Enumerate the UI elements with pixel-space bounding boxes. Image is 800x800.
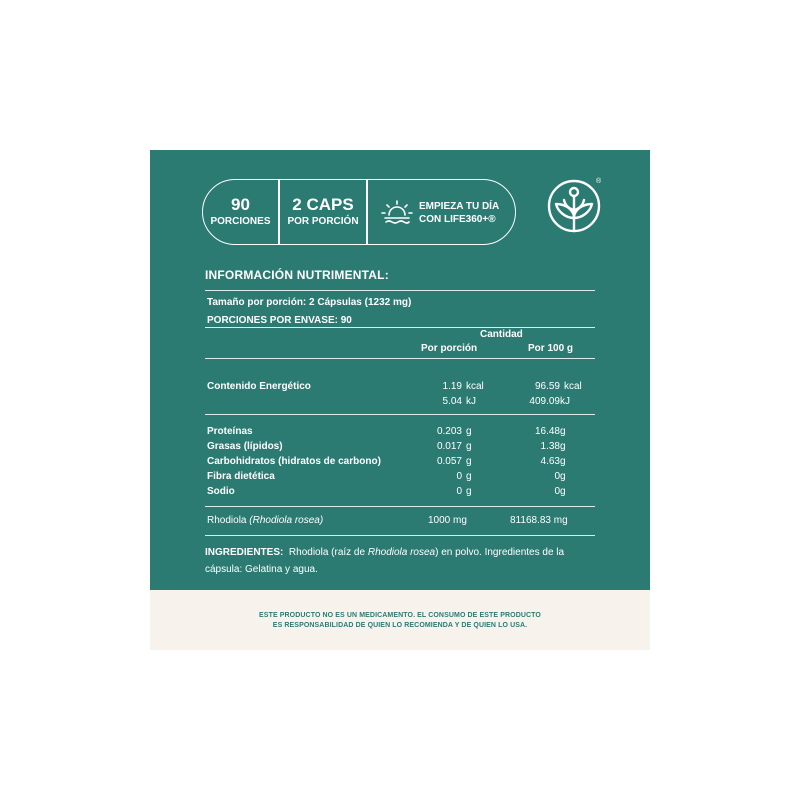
slogan-line: CON LIFE360+® — [419, 214, 496, 225]
ingredients-label: INGREDIENTES: — [205, 547, 284, 558]
ingredients — [205, 544, 595, 578]
nutrient-serving: 0.057 — [436, 456, 462, 467]
rhodiola-name: Rhodiola — [207, 515, 247, 526]
nutrient-serving: 0.017 — [436, 441, 462, 452]
unit: g — [466, 486, 472, 497]
unit: g — [560, 471, 566, 482]
caps-label: POR PORCIÓN — [287, 216, 359, 227]
nutrient-serving: 0 — [456, 471, 462, 482]
unit: g — [466, 456, 472, 467]
disclaimer-line: ESTE PRODUCTO NO ES UN MEDICAMENTO. EL CONSUMO DE ESTE PRODUCTO — [259, 612, 541, 619]
divider — [205, 535, 595, 536]
rhodiola-per100: 81168.83 mg — [510, 515, 568, 526]
energy-label: Contenido Energético — [207, 381, 311, 392]
caps-number: 2 CAPS — [292, 195, 354, 214]
serving-size: Tamaño por porción: 2 Cápsulas (1232 mg) — [207, 297, 412, 308]
unit: g — [466, 426, 472, 437]
header-per-serving: Por porción — [421, 343, 478, 354]
unit: kcal — [466, 381, 484, 392]
divider — [205, 414, 595, 415]
unit: g — [560, 441, 566, 452]
sunrise-icon — [381, 199, 413, 227]
energy-kcal-100: 96.59 — [534, 381, 560, 392]
nutrient-label: Fibra dietética — [207, 471, 275, 482]
rhodiola-latin: (Rhodiola rosea) — [249, 515, 324, 526]
nutrient-label: Grasas (lípidos) — [207, 441, 283, 452]
divider — [205, 506, 595, 507]
portions-badge — [203, 180, 278, 244]
rhodiola-serving: 1000 mg — [428, 515, 467, 526]
nutrient-label: Proteínas — [207, 426, 253, 437]
badge-divider — [366, 180, 368, 244]
slogan-badge — [381, 180, 513, 244]
info-badges — [202, 179, 516, 245]
energy-kj-100: 409.09 — [529, 396, 560, 407]
nutrient-per100: 1.38 — [540, 441, 560, 452]
ingredients-text: Rhodiola (raíz de — [288, 547, 366, 558]
unit: g — [560, 486, 566, 497]
unit: g — [560, 426, 566, 437]
header-cantidad: Cantidad — [480, 329, 523, 340]
slogan-text — [419, 200, 499, 226]
divider — [205, 290, 595, 291]
unit: g — [466, 441, 472, 452]
disclaimer-footer — [150, 590, 650, 650]
divider — [205, 327, 595, 328]
ingredients-text: ) en polvo. Ingredientes de la cápsula: Gelatina y agua. — [205, 547, 565, 575]
nutrient-label: Sodio — [207, 486, 235, 497]
energy-kj-serving: 5.04 — [442, 396, 462, 407]
portions-number: 90 — [231, 195, 250, 214]
energy-kcal-serving: 1.19 — [442, 381, 462, 392]
divider — [205, 358, 595, 359]
nutrient-per100: 0 — [554, 486, 560, 497]
unit: g — [466, 471, 472, 482]
registered-mark: ® — [596, 178, 602, 185]
unit: kJ — [560, 396, 570, 407]
ingredients-italic: Rhodiola rosea — [367, 547, 436, 558]
rhodiola-label — [207, 515, 323, 527]
plant-circle-icon — [546, 178, 602, 234]
portions-label: PORCIONES — [210, 216, 271, 227]
caps-badge — [280, 180, 366, 244]
nutrient-per100: 16.48 — [534, 426, 560, 437]
unit: kJ — [466, 396, 476, 407]
section-title: INFORMACIÓN NUTRIMENTAL: — [205, 268, 389, 282]
nutrient-serving: 0 — [456, 486, 462, 497]
nutrient-per100: 0 — [554, 471, 560, 482]
header-per-100g: Por 100 g — [528, 343, 574, 354]
slogan-line: EMPIEZA TU DÍA — [419, 201, 500, 212]
unit: g — [560, 456, 566, 467]
disclaimer-line: ES RESPONSABILIDAD DE QUIEN LO RECOMIENDA Y DE QUIEN LO USA. — [272, 622, 528, 629]
unit: kcal — [564, 381, 582, 392]
nutrient-label: Carbohidratos (hidratos de carbono) — [207, 456, 381, 467]
nutrient-serving: 0.203 — [436, 426, 462, 437]
nutrient-per100: 4.63 — [540, 456, 560, 467]
servings-per-container: PORCIONES POR ENVASE: 90 — [207, 315, 352, 326]
nutrition-panel — [150, 150, 650, 590]
